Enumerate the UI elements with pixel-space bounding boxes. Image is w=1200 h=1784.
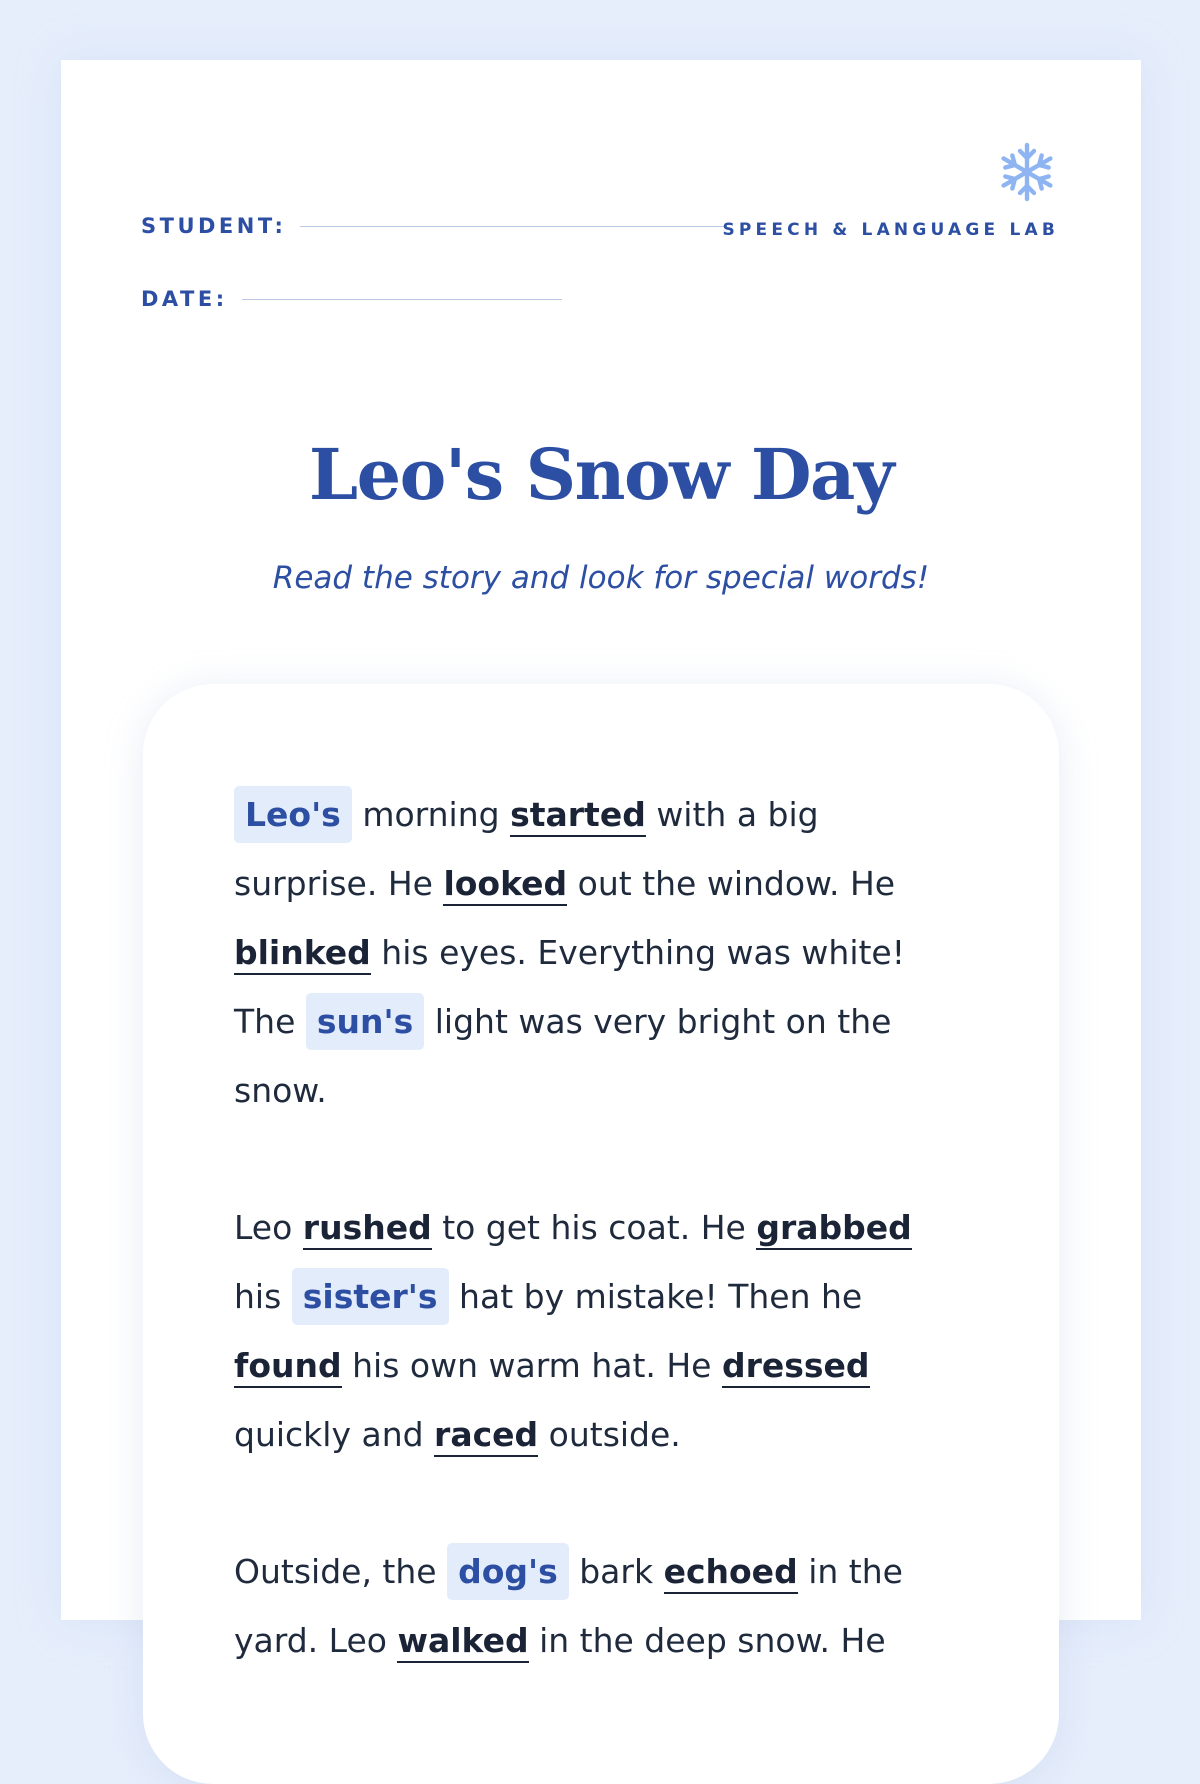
story-text-run: his own warm hat. He xyxy=(341,1346,722,1385)
story-text-run: morning xyxy=(351,795,511,834)
story-text-run: his eyes. Everything was white! The xyxy=(234,933,905,1041)
story-paragraph-2 xyxy=(234,1193,924,1469)
past-tense-word[interactable]: dressed xyxy=(722,1346,870,1388)
story-text-run: Leo xyxy=(234,1208,303,1247)
student-field xyxy=(141,214,726,238)
story-text-run: out the window. He xyxy=(567,864,896,903)
story-text-run: in the deep snow. He xyxy=(528,1621,886,1660)
story-text-run: quickly and xyxy=(234,1415,435,1454)
possessive-word[interactable]: sun's xyxy=(306,993,424,1050)
story-subtitle: Read the story and look for special words! xyxy=(272,560,930,596)
story-title: Leo's Snow Day xyxy=(308,433,894,516)
past-tense-word[interactable]: raced xyxy=(434,1415,538,1457)
story-text-run: to get his coat. He xyxy=(431,1208,757,1247)
story-text-run: Outside, the xyxy=(234,1552,448,1591)
past-tense-word[interactable]: blinked xyxy=(234,933,371,975)
possessive-word[interactable]: dog's xyxy=(447,1543,569,1600)
story-text-run: outside. xyxy=(538,1415,681,1454)
snowflake-icon xyxy=(995,140,1059,204)
story-text-run: light was very bright on the snow. xyxy=(234,1002,892,1110)
possessive-word[interactable]: sister's xyxy=(292,1268,449,1325)
student-name-line[interactable] xyxy=(300,226,726,227)
story-text-run: in the yard. Leo xyxy=(234,1552,903,1660)
date-line[interactable] xyxy=(242,299,562,300)
date-field xyxy=(141,287,562,311)
date-label: DATE: xyxy=(141,287,228,311)
story-text-run: bark xyxy=(568,1552,664,1591)
past-tense-word[interactable]: grabbed xyxy=(756,1208,911,1250)
story-card xyxy=(143,684,1059,1784)
student-label: STUDENT: xyxy=(141,214,287,238)
past-tense-word[interactable]: looked xyxy=(443,864,567,906)
past-tense-word[interactable]: started xyxy=(510,795,646,837)
story-text-run: hat by mistake! Then he xyxy=(448,1277,863,1316)
worksheet-page xyxy=(61,60,1141,1660)
story-text-run: his xyxy=(234,1277,292,1316)
story-text-run: with a big surprise. He xyxy=(234,795,819,903)
story-paragraph-3 xyxy=(234,1537,924,1675)
past-tense-word[interactable]: walked xyxy=(397,1621,528,1663)
story-text xyxy=(234,780,924,1743)
story-paragraph-1 xyxy=(234,780,924,1125)
possessive-word[interactable]: Leo's xyxy=(234,786,352,843)
past-tense-word[interactable]: echoed xyxy=(664,1552,798,1594)
lab-name: SPEECH & LANGUAGE LAB xyxy=(722,220,1059,240)
past-tense-word[interactable]: rushed xyxy=(303,1208,432,1250)
past-tense-word[interactable]: found xyxy=(234,1346,342,1388)
